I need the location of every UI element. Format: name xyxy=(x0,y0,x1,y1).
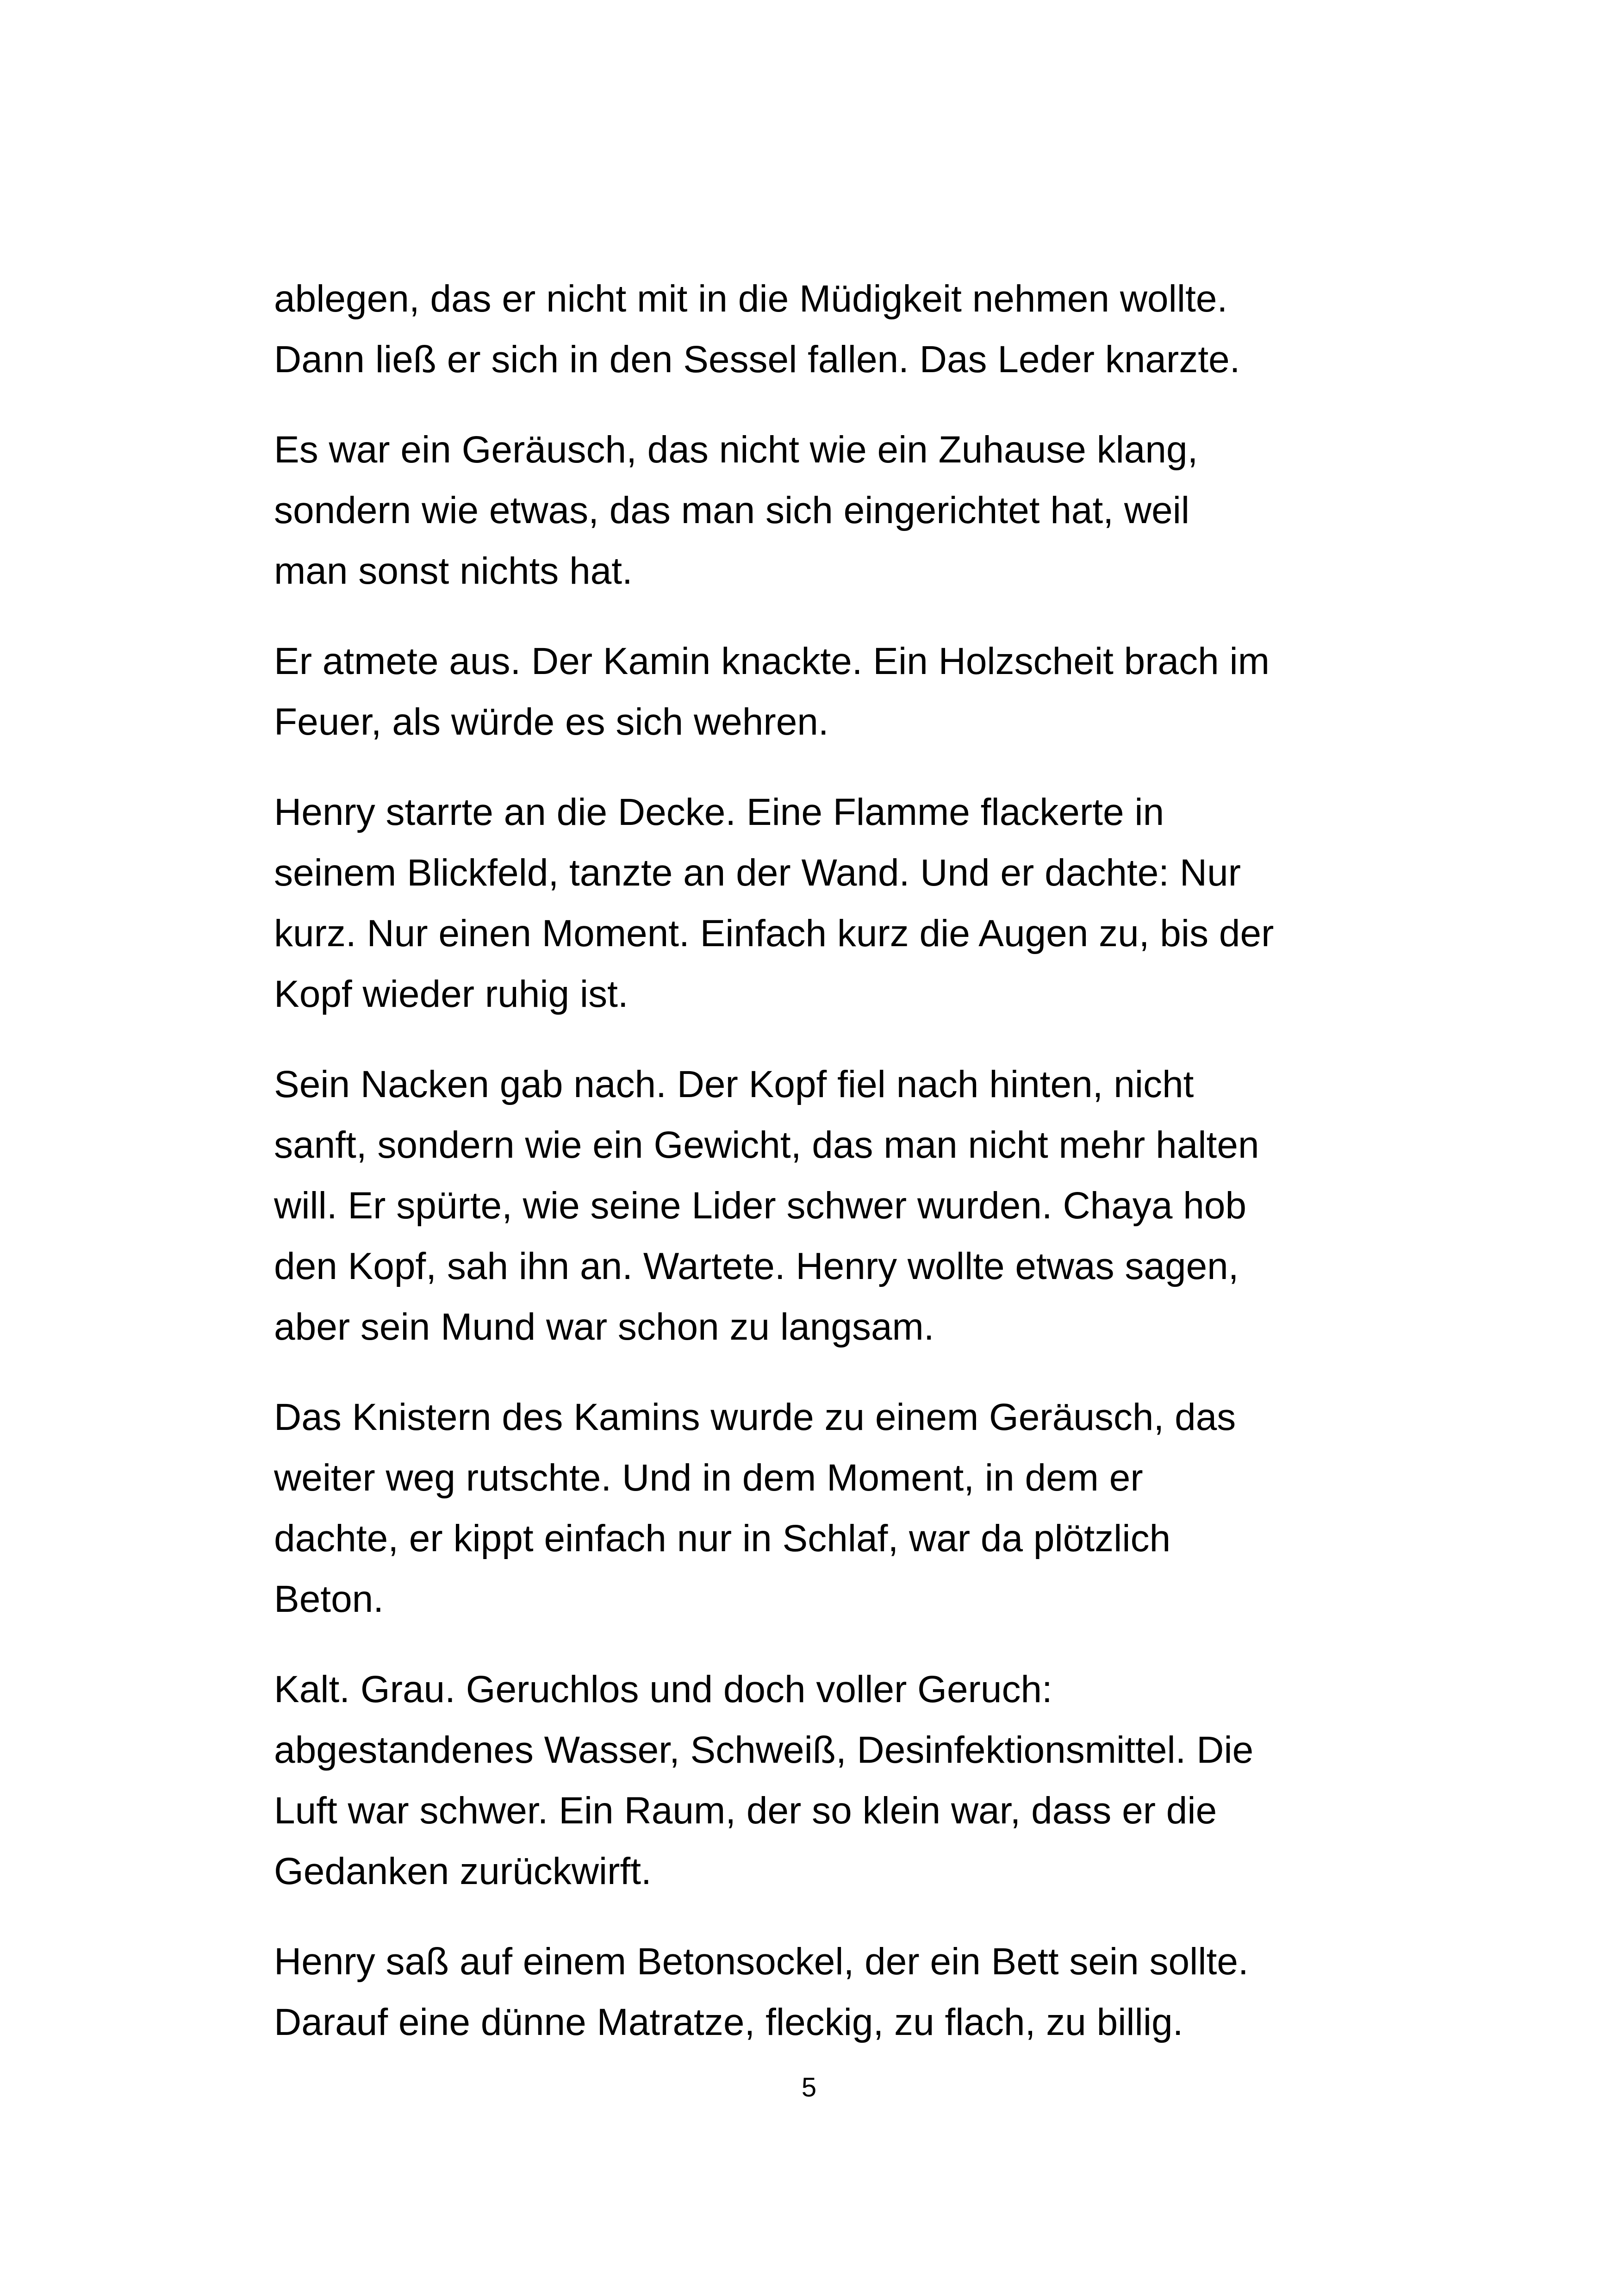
text-line: Das Knistern des Kamins wurde zu einem Geräusch, das xyxy=(274,1396,1236,1438)
text-line: seinem Blickfeld, tanzte an der Wand. Und er dachte: Nur xyxy=(274,852,1241,894)
text-line: man sonst nichts hat. xyxy=(274,550,633,592)
text-line: Luft war schwer. Ein Raum, der so klein war, dass er die xyxy=(274,1790,1217,1832)
text-line: Dann ließ er sich in den Sessel fallen. Das Leder knarzte. xyxy=(274,338,1240,381)
paragraph xyxy=(274,631,1375,752)
text-line: Henry saß auf einem Betonsockel, der ein Bett sein sollte. xyxy=(274,1940,1249,1983)
text-line: weiter weg rutschte. Und in dem Moment, in dem er xyxy=(274,1457,1143,1499)
paragraph xyxy=(274,268,1375,390)
paragraph xyxy=(274,1387,1375,1629)
text-line: ablegen, das er nicht mit in die Müdigkeit nehmen wollte. xyxy=(274,278,1228,320)
paragraph xyxy=(274,1931,1375,2053)
text-line: Er atmete aus. Der Kamin knackte. Ein Holzscheit brach im xyxy=(274,640,1270,682)
text-line: aber sein Mund war schon zu langsam. xyxy=(274,1306,934,1348)
text-line: Beton. xyxy=(274,1578,384,1620)
text-line: Gedanken zurückwirft. xyxy=(274,1850,652,1892)
text-line: Darauf eine dünne Matratze, fleckig, zu flach, zu billig. xyxy=(274,2001,1183,2043)
text-line: kurz. Nur einen Moment. Einfach kurz die Augen zu, bis der xyxy=(274,912,1274,955)
text-line: abgestandenes Wasser, Schweiß, Desinfektionsmittel. Die xyxy=(274,1729,1254,1771)
text-line: sanft, sondern wie ein Gewicht, das man nicht mehr halten xyxy=(274,1124,1259,1166)
paragraph xyxy=(274,419,1375,601)
text-line: Sein Nacken gab nach. Der Kopf fiel nach hinten, nicht xyxy=(274,1063,1194,1105)
body-text xyxy=(274,268,1375,2082)
text-line: Feuer, als würde es sich wehren. xyxy=(274,701,829,743)
paragraph xyxy=(274,1659,1375,1902)
paragraph xyxy=(274,1054,1375,1357)
text-line: den Kopf, sah ihn an. Wartete. Henry wollte etwas sagen, xyxy=(274,1245,1239,1287)
page-number: 5 xyxy=(801,2072,817,2103)
text-line: Kalt. Grau. Geruchlos und doch voller Geruch: xyxy=(274,1668,1052,1710)
text-line: will. Er spürte, wie seine Lider schwer wurden. Chaya hob xyxy=(274,1185,1247,1227)
text-line: dachte, er kippt einfach nur in Schlaf, war da plötzlich xyxy=(274,1517,1171,1560)
text-line: Kopf wieder ruhig ist. xyxy=(274,973,629,1015)
text-line: sondern wie etwas, das man sich eingerichtet hat, weil xyxy=(274,489,1190,531)
paragraph xyxy=(274,782,1375,1024)
text-line: Es war ein Geräusch, das nicht wie ein Zuhause klang, xyxy=(274,429,1198,471)
text-line: Henry starrte an die Decke. Eine Flamme flackerte in xyxy=(274,791,1164,833)
